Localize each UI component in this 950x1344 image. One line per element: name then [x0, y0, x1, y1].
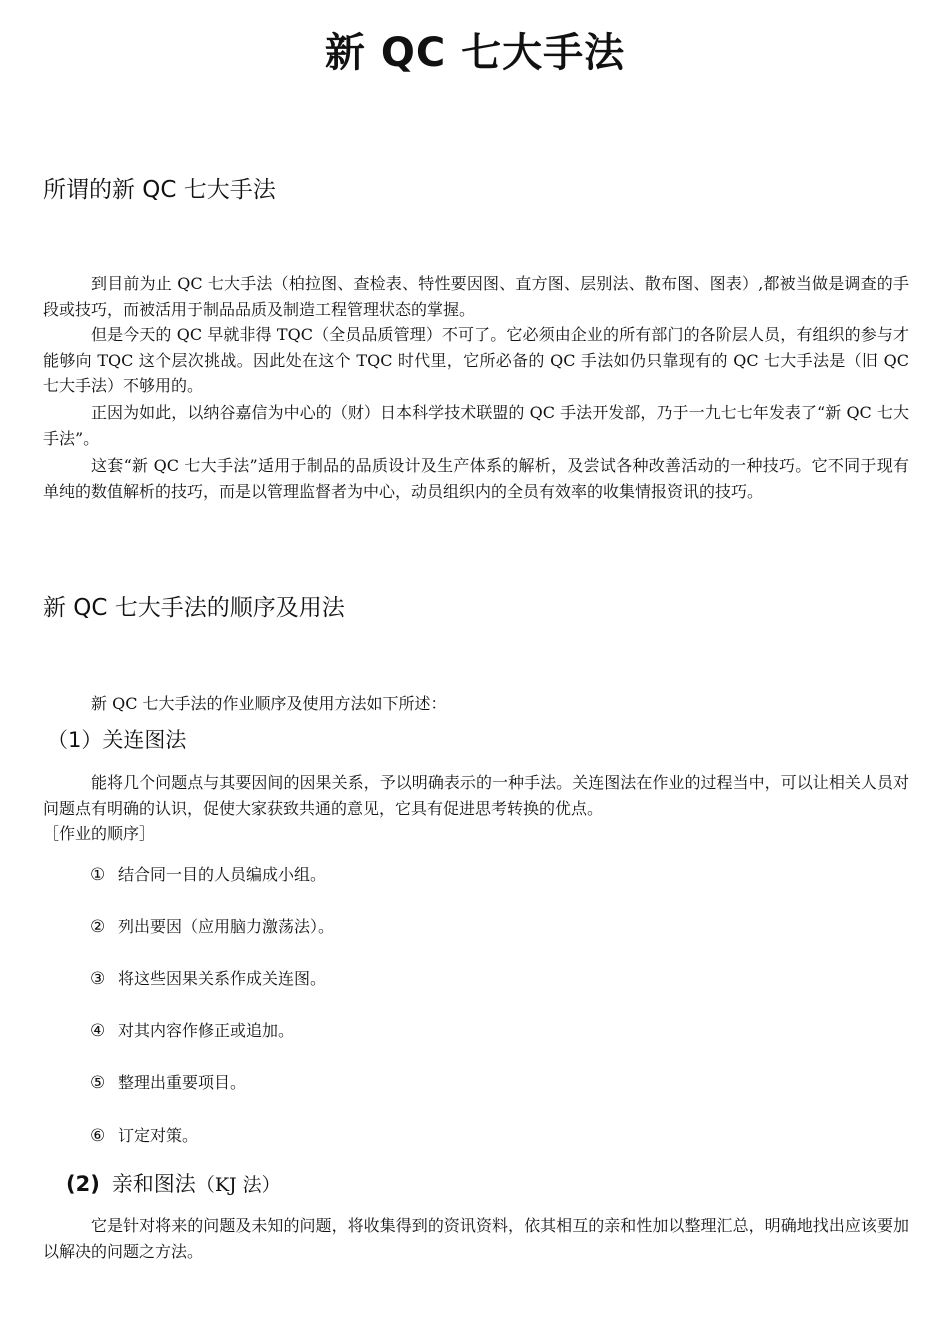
step-number-mark: ①	[90, 865, 106, 885]
method-number: （1）	[47, 728, 103, 752]
step-item	[90, 863, 326, 887]
step-item	[90, 1071, 246, 1095]
step-item	[90, 967, 326, 991]
usage-intro-text: 新 QC 七大手法的作业顺序及使用方法如下所述：	[91, 694, 447, 713]
intro-paragraph-4: 这套“新 QC 七大手法”适用于制品的品质设计及生产体系的解析，及尝试各种改善活动的一种技巧。它不同于现有单纯的数值解析的技巧，而是以管理监督者为中心，动员组织内的全员有效率的收集情报资讯的技巧。	[43, 456, 909, 501]
document-title: 新 QC 七大手法	[324, 30, 626, 76]
method-heading-affinity-diagram	[66, 1170, 281, 1199]
step-item	[90, 1019, 294, 1043]
intro-paragraph-3: 正因为如此，以纳谷嘉信为中心的（财）日本科学技术联盟的 QC 手法开发部，乃于一九七七年发表了“新 QC 七大手法”。	[43, 403, 909, 448]
step-text: 订定对策。	[118, 1126, 199, 1145]
step-text: 将这些因果关系作成关连图。	[118, 969, 327, 988]
method-heading-relation-diagram	[47, 726, 186, 754]
relation-diagram-description: 能将几个问题点与其要因间的因果关系，予以明确表示的一种手法。关连图法在作业的过程当中，可以让相关人员对问题点有明确的认识，促使大家获致共通的意见，它具有促进思考转换的优点。	[43, 773, 909, 818]
method-number: (2)	[66, 1172, 100, 1196]
step-text: 结合同一目的人员编成小组。	[118, 865, 327, 884]
section-heading-intro: 所谓的新 QC 七大手法	[43, 177, 276, 203]
intro-paragraph-2: 但是今天的 QC 早就非得 TQC（全员品质管理）不可了。它必须由企业的所有部门的各阶层人员，有组织的参与才能够向 TQC 这个层次挑战。因此处在这个 TQC 时代里，它所必备的 QC 手法如仍只靠现有的 QC 七大手法是（旧 QC 七大手法）不够用的。	[43, 325, 909, 395]
steps-label: ［作业的顺序］	[43, 824, 156, 843]
step-number-mark: ②	[90, 917, 106, 937]
step-number-mark: ④	[90, 1021, 106, 1041]
step-number-mark: ③	[90, 969, 106, 989]
step-number-mark: ⑥	[90, 1126, 106, 1146]
step-text: 列出要因（应用脑力激荡法）。	[118, 917, 335, 936]
step-text: 整理出重要项目。	[118, 1073, 247, 1092]
step-item	[90, 1124, 198, 1148]
section-heading-usage: 新 QC 七大手法的顺序及用法	[43, 595, 345, 621]
step-item	[90, 915, 334, 939]
step-text: 对其内容作修正或追加。	[118, 1021, 295, 1040]
affinity-diagram-description: 它是针对将来的问题及未知的问题，将收集得到的资讯资料，依其相互的亲和性加以整理汇总，明确地找出应该要加以解决的问题之方法。	[43, 1216, 909, 1261]
intro-paragraph-1: 到目前为止 QC 七大手法（柏拉图、查检表、特性要因图、直方图、层别法、散布图、图表）,都被当做是调查的手段或技巧，而被活用于制品品质及制造工程管理状态的掌握。	[43, 274, 909, 319]
method-alias: （KJ 法）	[195, 1174, 281, 1196]
method-name: 关连图法	[102, 728, 187, 752]
method-name: 亲和图法	[111, 1172, 196, 1196]
step-number-mark: ⑤	[90, 1073, 106, 1093]
